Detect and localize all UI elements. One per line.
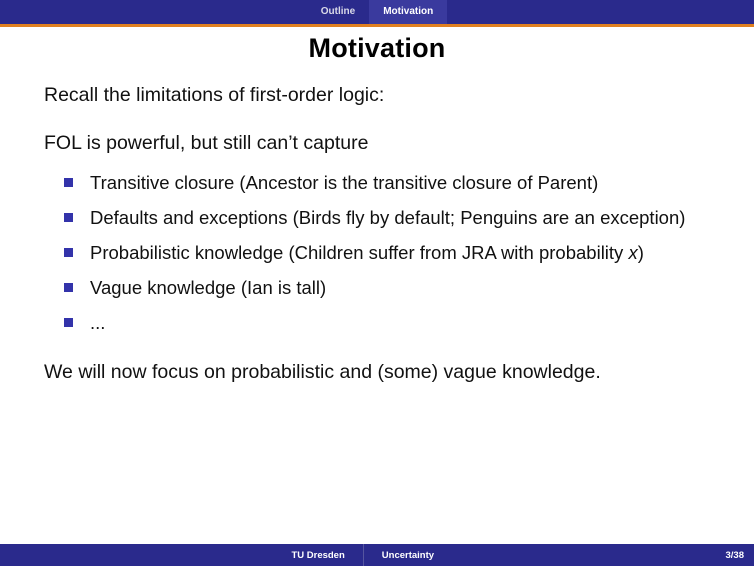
closing-paragraph: We will now focus on probabilistic and (some) vague knowledge. — [44, 361, 601, 383]
footer-institution: TU Dresden — [291, 549, 345, 561]
bullet-square-icon — [64, 178, 73, 187]
intro-paragraph: Recall the limitations of first-order logic: — [44, 84, 385, 106]
list-item-label-variable: x — [628, 242, 638, 263]
navigation-items — [307, 0, 447, 24]
list-item-label: Defaults and exceptions (Birds fly by default; Penguins are an exception) — [90, 207, 686, 228]
bullet-square-icon — [64, 283, 73, 292]
bullet-square-icon — [64, 213, 73, 222]
lead-paragraph: FOL is powerful, but still can’t capture — [44, 132, 369, 154]
page-title: Motivation — [308, 33, 446, 63]
navigation-bar — [0, 0, 754, 24]
footer-bar — [0, 544, 754, 566]
bullet-list — [44, 170, 716, 335]
list-item — [64, 275, 716, 300]
list-item — [64, 310, 716, 335]
footer-page-number: 3/38 — [725, 549, 744, 561]
list-item — [64, 240, 716, 265]
footer-topic: Uncertainty — [381, 549, 435, 561]
list-item-label: Vague knowledge (Ian is tall) — [90, 277, 327, 298]
nav-item-motivation[interactable]: Motivation — [369, 0, 447, 24]
nav-item-outline[interactable]: Outline — [320, 6, 356, 17]
list-item — [64, 205, 716, 230]
slide-content — [44, 82, 716, 385]
list-item — [64, 170, 716, 195]
list-item-label-pre: Probabilistic knowledge (Children suffer from JRA with probability — [90, 242, 629, 263]
accent-rule — [0, 24, 754, 27]
bullet-square-icon — [64, 318, 73, 327]
list-item-label: ... — [90, 312, 106, 333]
list-item-label-post: ) — [637, 242, 644, 263]
list-item-label: Transitive closure (Ancestor is the transitive closure of Parent) — [90, 172, 599, 193]
bullet-square-icon — [64, 248, 73, 257]
